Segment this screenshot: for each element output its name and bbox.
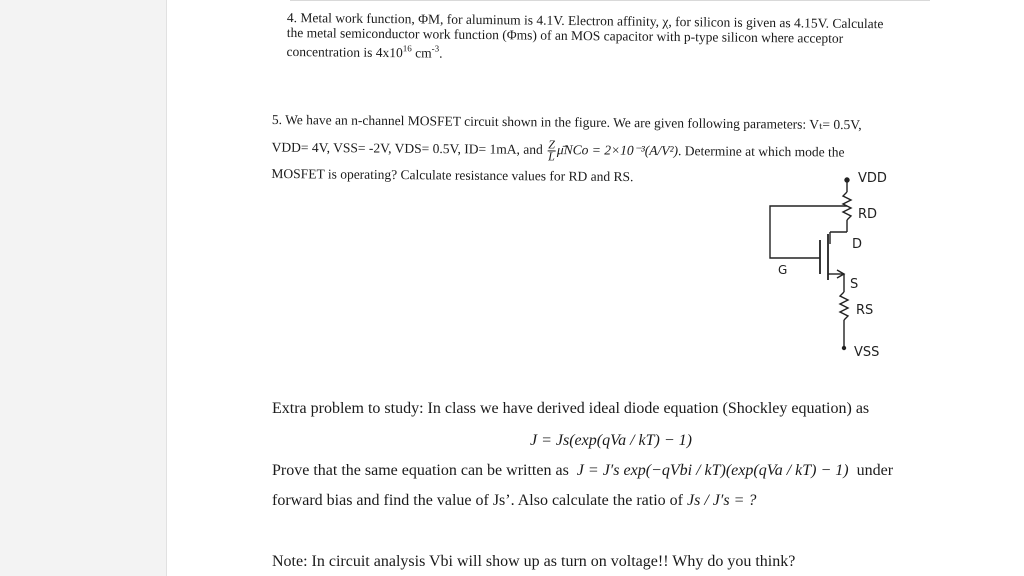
- parameters-text: VDD= 4V, VSS= -2V, VDS= 0.5V, ID= 1mA, and: [271, 139, 543, 157]
- mode-question-text: . Determine at which mode the: [678, 143, 845, 160]
- shockley-equation: J = Js(exp(qVa / kT) − 1): [530, 432, 692, 449]
- vdd-node: [845, 178, 849, 182]
- problem-4: [286, 10, 883, 65]
- modified-diode-equation: J = J′s exp(−qVbi / kT)(exp(qVa / kT) − 1): [576, 462, 849, 479]
- extra-problem-line-3: [272, 492, 756, 510]
- rs-resistor: [840, 292, 848, 320]
- problem-4-line-1: 4. Metal work function, ΦM, for aluminum is 4.1V. Electron affinity, χ, for silicon is given as 4.15V. Calculate: [286, 10, 884, 32]
- concentration-text: concentration is 4x10: [286, 43, 403, 61]
- fraction-denominator: L: [548, 149, 555, 164]
- problem-5-line-3: MOSFET is operating? Calculate resistance values for RD and RS.: [271, 165, 634, 185]
- left-margin-panel: [0, 0, 167, 576]
- vss-node: [842, 346, 846, 350]
- under-text: under: [856, 462, 894, 479]
- rs-label: RS: [856, 303, 874, 318]
- vss-label: VSS: [854, 345, 880, 360]
- gate-label: G: [778, 263, 788, 277]
- problem-5-line-1: 5. We have an n-channel MOSFET circuit shown in the figure. We are given following parameters: Vₜ= 0.5V,: [271, 112, 862, 133]
- problem-4-line-2: the metal semiconductor work function (Φms) of an MOS capacitor with p-type silicon where acceptor: [286, 24, 844, 46]
- prove-text: Prove that the same equation can be written as: [272, 462, 569, 479]
- period: .: [439, 45, 443, 61]
- vdd-label: VDD: [858, 171, 887, 186]
- forward-bias-text: forward bias and find the value of Js’. Also calculate the ratio of: [272, 492, 683, 509]
- z-over-l-fraction: [547, 139, 556, 162]
- problem-5-line-2: [272, 137, 862, 165]
- rd-label: RD: [858, 207, 878, 222]
- page-top-rule: [290, 0, 930, 1]
- extra-problem-line-2: [272, 462, 893, 480]
- note-text: Note: In circuit analysis Vbi will show up as turn on voltage!! Why do you think?: [272, 553, 796, 570]
- exponent: 16: [402, 43, 412, 54]
- source-label: S: [850, 277, 859, 292]
- unit-text: cm: [411, 45, 432, 61]
- unit-exponent: -3: [431, 43, 440, 54]
- mosfet-circuit-figure: [740, 170, 920, 365]
- fraction-numerator: Z: [548, 137, 555, 152]
- extra-problem-line-1: Extra problem to study: In class we have derived ideal diode equation (Shockley equation) as: [272, 400, 870, 417]
- mobility-equation: μ̄NCo = 2×10⁻³(A/V²): [556, 142, 679, 159]
- drain-label: D: [852, 237, 863, 252]
- ratio-equation: Js / J′s = ?: [686, 492, 757, 509]
